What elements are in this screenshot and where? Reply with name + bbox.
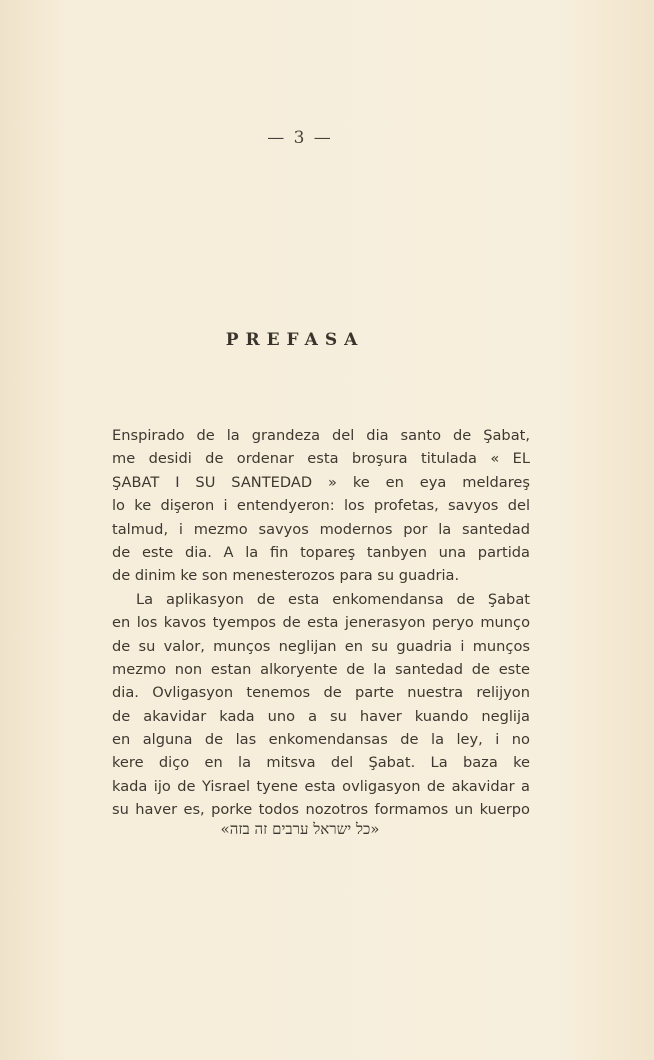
preface-text	[112, 424, 530, 822]
text-line: kada ijo de Yisrael tyene esta ovligasyon de akavidar a	[112, 777, 530, 795]
text-line: me desidi de ordenar esta broşura titulada « EL	[112, 450, 530, 468]
text-line: lo ke dişeron i entendyeron: los profetas, savyos del	[112, 497, 530, 515]
page-number: — 3 —	[267, 128, 333, 148]
text-line: kere diço en la mitsva del Şabat. La baza ke	[112, 754, 530, 772]
text-line: Enspirado de la grandeza del dia santo de Şabat,	[112, 427, 530, 444]
text-line: su haver es, porke todos nozotros formamos un kuerpo	[112, 801, 530, 819]
text-line: ŞABAT I SU SANTEDAD » ke en eya meldareş	[112, 473, 530, 491]
hebrew-quote: «כל ישראל ערבים זה בזה»	[220, 820, 380, 838]
text-line: de este dia. A la fin topareş tanbyen una partida	[112, 543, 530, 561]
section-title: PREFASA	[225, 330, 365, 350]
text-line: dia. Ovligasyon tenemos de parte nuestra relijyon	[112, 684, 530, 702]
text-line: de akavidar kada uno a su haver kuando neglija	[112, 707, 530, 725]
text-line: en los kavos tyempos de esta jenerasyon peryo munço	[112, 614, 530, 632]
text-line: La aplikasyon de esta enkomendansa de Şabat	[136, 590, 530, 608]
text-line: en alguna de las enkomendansas de la ley, i no	[112, 731, 530, 749]
text-line: talmud, i mezmo savyos modernos por la santedad	[112, 520, 530, 538]
text-line: mezmo non estan alkoryente de la santedad de este	[112, 660, 530, 678]
text-line: de dinim ke son menesterozos para su guadria.	[112, 567, 460, 585]
text-line: de su valor, munços neglijan en su guadria i munços	[112, 637, 530, 655]
